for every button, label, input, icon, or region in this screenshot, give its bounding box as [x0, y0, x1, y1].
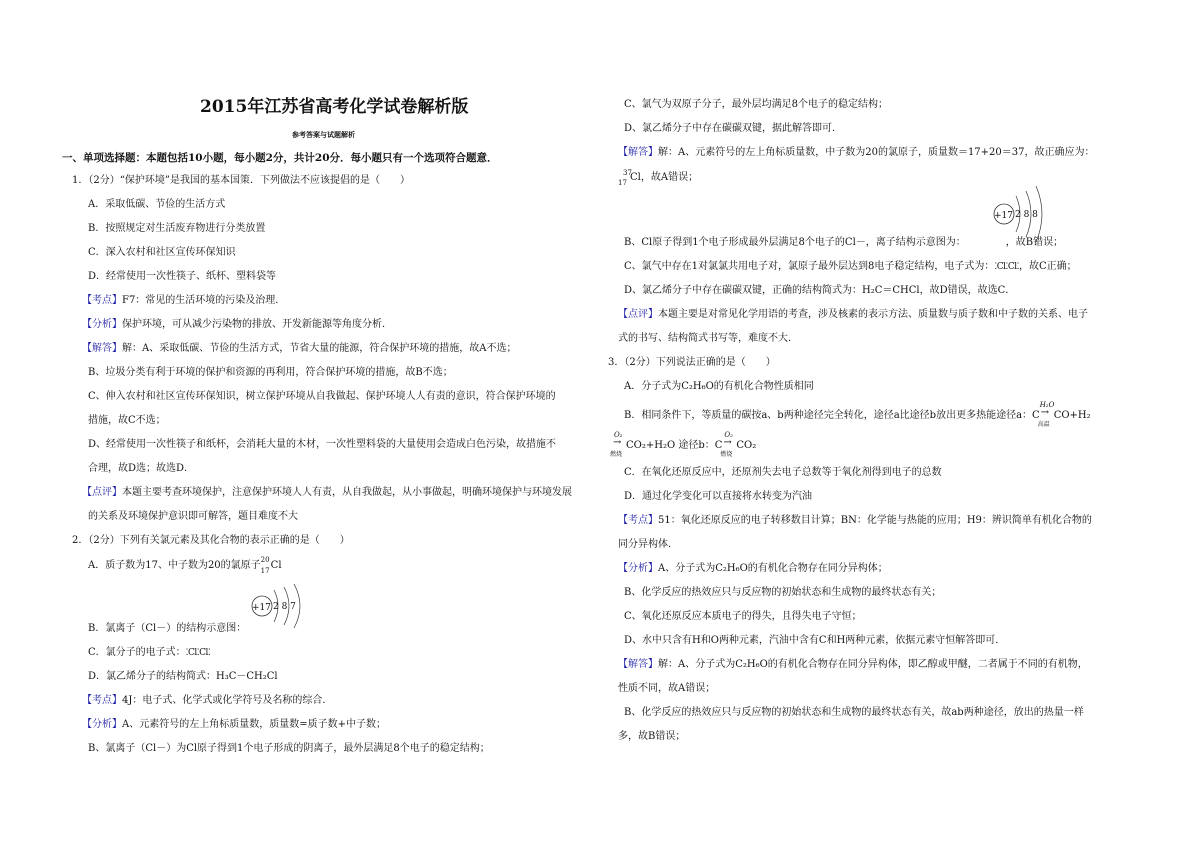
q1-dianping-2: 的关系及环境保护意识即可解答，题目难度不大	[88, 511, 298, 522]
q3-b-o2: O₂	[614, 431, 623, 439]
q1-jieda-6: 合理，故D选；故选D．	[88, 463, 195, 474]
fenxi-tag: 【分析】	[82, 319, 122, 330]
q3-fenxi-a: A、分子式为C₂H₆O的有机化合物存在同分异构体；	[658, 563, 888, 574]
q1-jieda-3: C、伸入农村和社区宣传环保知识，树立保护环境从自我做起、保护环境人人有责的意识，符合保护环境的	[88, 391, 556, 402]
q1-dianping	[82, 486, 572, 500]
q2-dianping-2: 式的书写、结构简式书写等，难度不大．	[618, 333, 798, 344]
q3-option-a: A．分子式为C₂H₆O的有机化合物性质相同	[624, 381, 814, 392]
q2-a-nuclide	[260, 556, 271, 575]
q1-kaodian-text: F7：常见的生活环境的污染及治理．	[122, 295, 286, 306]
q3-b-o2-2: O₂	[724, 431, 733, 439]
page-subtitle: 参考答案与试题解析	[292, 130, 355, 139]
dianping-tag: 【点评】	[82, 487, 122, 498]
q3-b-arrow-3: O₂ → 燃烧	[722, 438, 736, 448]
q2-jieda-3	[624, 236, 1063, 250]
cl2-electron-dot-icon: ⁚Cl⁚Cl⁚	[185, 648, 211, 658]
q2-option-c	[88, 646, 210, 660]
q3-fenxi-c: C、氧化还原反应本质电子的得失，且得失电子守恒；	[624, 611, 862, 622]
cl2-electron-dot-icon-2: ⁚Cl⁚Cl⁚	[994, 262, 1020, 272]
q1-dianping-text-1: 本题主要考查环境保护，注意保护环境人人有责，从自我做起，从小事做起，明确环境保护与环境发展	[122, 487, 572, 498]
q2-a-mass: 20	[260, 556, 270, 564]
jieda-tag: 【解答】	[82, 343, 122, 354]
q2-jieda	[618, 146, 1095, 160]
q2-jieda-2-text: Cl，故A错误；	[630, 172, 699, 183]
q3-fenxi-b: B、化学反应的热效应只与反应物的初始状态和生成物的最终状态有关；	[624, 587, 942, 598]
q1-jieda-5: D、经常使用一次性筷子和纸杯，会消耗大量的木材，一次性塑料袋的大量使用会造成白色污染，故措施不	[88, 439, 557, 450]
q3-option-b-2	[610, 431, 757, 458]
ion-shell-label: 2 8 8	[1015, 210, 1038, 220]
q1-jieda-text-1: 解：A、采取低碳、节俭的生活方式，节省大量的能源，符合保护环境的措施，故A不选；	[122, 343, 517, 354]
q1-jieda-2: B、垃圾分类有利于环境的保护和资源的再利用，符合保护环境的措施，故B不选；	[88, 367, 453, 378]
q3-b-text-1-end: CO+H₂	[1053, 410, 1091, 421]
q3-fenxi	[618, 562, 888, 576]
q3-kaodian	[618, 514, 1092, 528]
q3-b-arrow-1: H₂O → 高温	[1040, 408, 1054, 418]
q3-jieda	[618, 658, 1088, 672]
q2-c-text: C．氯分子的电子式：	[88, 647, 186, 658]
chloride-atom-diagram	[248, 584, 318, 632]
fenxi-tag-2: 【分析】	[82, 719, 122, 730]
kaodian-tag-2: 【考点】	[82, 695, 122, 706]
q1-fenxi-text: 保护环境，可从减少污染物的排放、开发新能源等角度分析．	[122, 319, 392, 330]
q2-jieda-3-end: ，故B错误；	[1005, 237, 1064, 248]
q2-jieda-2	[618, 170, 698, 185]
q1-jieda-4: 措施，故C不选；	[88, 415, 166, 426]
q1-stem: 1．（2分）“保护环境”是我国的基本国策．下列做法不应该提倡的是（ ）	[72, 175, 410, 186]
fenxi-tag-3: 【分析】	[618, 563, 658, 574]
q2-jieda-5: D、氯乙烯分子中存在碳碳双键，正确的结构简式为：H₂C＝CHCl，故D错误，故选C．	[624, 285, 1016, 296]
q2-a-proton: 17	[260, 567, 270, 575]
jieda-tag-2: 【解答】	[618, 147, 658, 158]
q2-fenxi-c: C、氯气为双原子分子，最外层均满足8个电子的稳定结构；	[624, 99, 889, 110]
q3-jieda-4: 多，故B错误；	[618, 731, 686, 742]
q2-a-element: Cl	[270, 560, 282, 571]
q3-b-ranshao: 燃烧	[610, 451, 623, 458]
q1-fenxi	[82, 318, 392, 332]
q3-fenxi-d: D、水中只含有H和O两种元素，汽油中含有C和H两种元素，依据元素守恒解答即可．	[624, 635, 1006, 646]
q2-fenxi-d: D、氯乙烯分子中存在碳碳双键，据此解答即可．	[624, 123, 843, 134]
q2-fenxi-text: A、元素符号的左上角标质量数，质量数=质子数+中子数；	[122, 719, 386, 730]
q3-jieda-3: B、化学反应的热效应只与反应物的初始状态和生成物的最终状态有关，故ab两种途径，放出的热量一样	[624, 707, 1084, 718]
jieda-tag-3: 【解答】	[618, 659, 658, 670]
q2-dianping	[618, 308, 1088, 322]
kaodian-tag: 【考点】	[82, 295, 122, 306]
q3-b-arrow-2: O₂ → 燃烧	[612, 438, 626, 448]
q3-jieda-2: 性质不同，故A错误；	[618, 683, 716, 694]
q2-stem: 2．（2分）下列有关氯元素及其化合物的表示正确的是（ ）	[72, 535, 350, 546]
q1-jieda	[82, 342, 516, 356]
q3-jieda-text-1: 解：A、分子式为C₂H₆O的有机化合物存在同分异构体，即乙醇或甲醚，二者属于不同的有机物，	[658, 659, 1088, 670]
q1-option-c: C．深入农村和社区宣传环保知识	[88, 247, 236, 258]
q3-kaodian-text-1: 51：氧化还原反应的电子转移数目计算；BN：化学能与热能的应用；H9：辨识简单有机化合物的	[658, 515, 1092, 526]
q3-option-d: D．通过化学变化可以直接将水转变为汽油	[624, 491, 813, 502]
q1-kaodian	[82, 294, 285, 308]
q2-option-a	[88, 558, 282, 573]
dianping-tag-2: 【点评】	[618, 309, 658, 320]
q2-jieda-3-text: B、Cl原子得到1个电子形成最外层满足8个电子的Cl－，离子结构示意图为：	[624, 237, 966, 248]
q3-b-text-2-end: CO₂	[736, 440, 757, 451]
q3-b-h2o: H₂O	[1039, 401, 1055, 409]
page-title: 2015年江苏省高考化学试卷解析版	[200, 97, 469, 117]
section-heading: 一、单项选择题：本题包括10小题，每小题2分，共计20分．每小题只有一个选项符合题意．	[62, 152, 498, 164]
q2-option-b: B．氯离子（Cl－）的结构示意图：	[88, 623, 247, 634]
q1-option-a: A．采取低碳、节俭的生活方式	[88, 199, 226, 210]
q2-dianping-text-1: 本题主要是对常见化学用语的考查，涉及核素的表示方法、质量数与质子数和中子数的关系、电子	[658, 309, 1088, 320]
q2-jieda-4-end: ，故C正确；	[1019, 261, 1077, 272]
q3-option-b-1	[624, 401, 1091, 428]
q2-jieda-mass: 37	[623, 169, 632, 177]
ion-nucleus-label: +17	[994, 211, 1013, 221]
q2-jieda-text-1: 解：A、元素符号的左上角标质量数，中子数为20的氯原子，质量数＝17+20＝37，故正确应为：	[658, 147, 1095, 158]
q2-fenxi	[82, 718, 386, 732]
kaodian-tag-3: 【考点】	[618, 515, 658, 526]
q2-kaodian-text: 4J：电子式、化学式或化学符号及名称的综合．	[122, 695, 333, 706]
q1-option-b: B．按照规定对生活废弃物进行分类放置	[88, 223, 266, 234]
q2-jieda-nuclide	[618, 169, 632, 187]
q2-kaodian	[82, 694, 332, 708]
q2-jieda-proton: 17	[618, 179, 627, 187]
q2-a-text: A．质子数为17、中子数为20的氯原子	[88, 560, 261, 571]
q2-jieda-4	[624, 260, 1077, 274]
q2-fenxi-b: B、氯离子（Cl－）为Cl原子得到1个电子形成的阴离子，最外层满足8个电子的稳定结构；	[88, 743, 490, 754]
q3-b-gaowen: 高温	[1037, 421, 1050, 428]
q1-option-d: D．经常使用一次性筷子、纸杯、塑料袋等	[88, 271, 277, 282]
q2-option-d: D．氯乙烯分子的结构简式：H₃C－CH₂Cl	[88, 671, 278, 682]
q2-jieda-4-text: C、氯气中存在1对氯氯共用电子对，氯原子最外层达到8电子稳定结构，电子式为：	[624, 261, 995, 272]
q3-option-c: C．在氧化还原反应中，还原剂失去电子总数等于氧化剂得到电子的总数	[624, 467, 942, 478]
q3-kaodian-2: 同分异构体．	[618, 539, 678, 550]
q3-b-text-2: CO₂+H₂O 途径b：C	[626, 440, 723, 451]
shell-label: 2 8 7	[273, 602, 296, 612]
nucleus-label: +17	[252, 603, 271, 613]
q3-b-text-1: B．相同条件下，等质量的碳按a、b两种途径完全转化，途径a比途径b放出更多热能途径a：C	[624, 410, 1040, 421]
q3-stem: 3．（2分）下列说法正确的是（ ）	[608, 357, 776, 368]
q3-b-ranshao-2: 燃烧	[720, 451, 733, 458]
